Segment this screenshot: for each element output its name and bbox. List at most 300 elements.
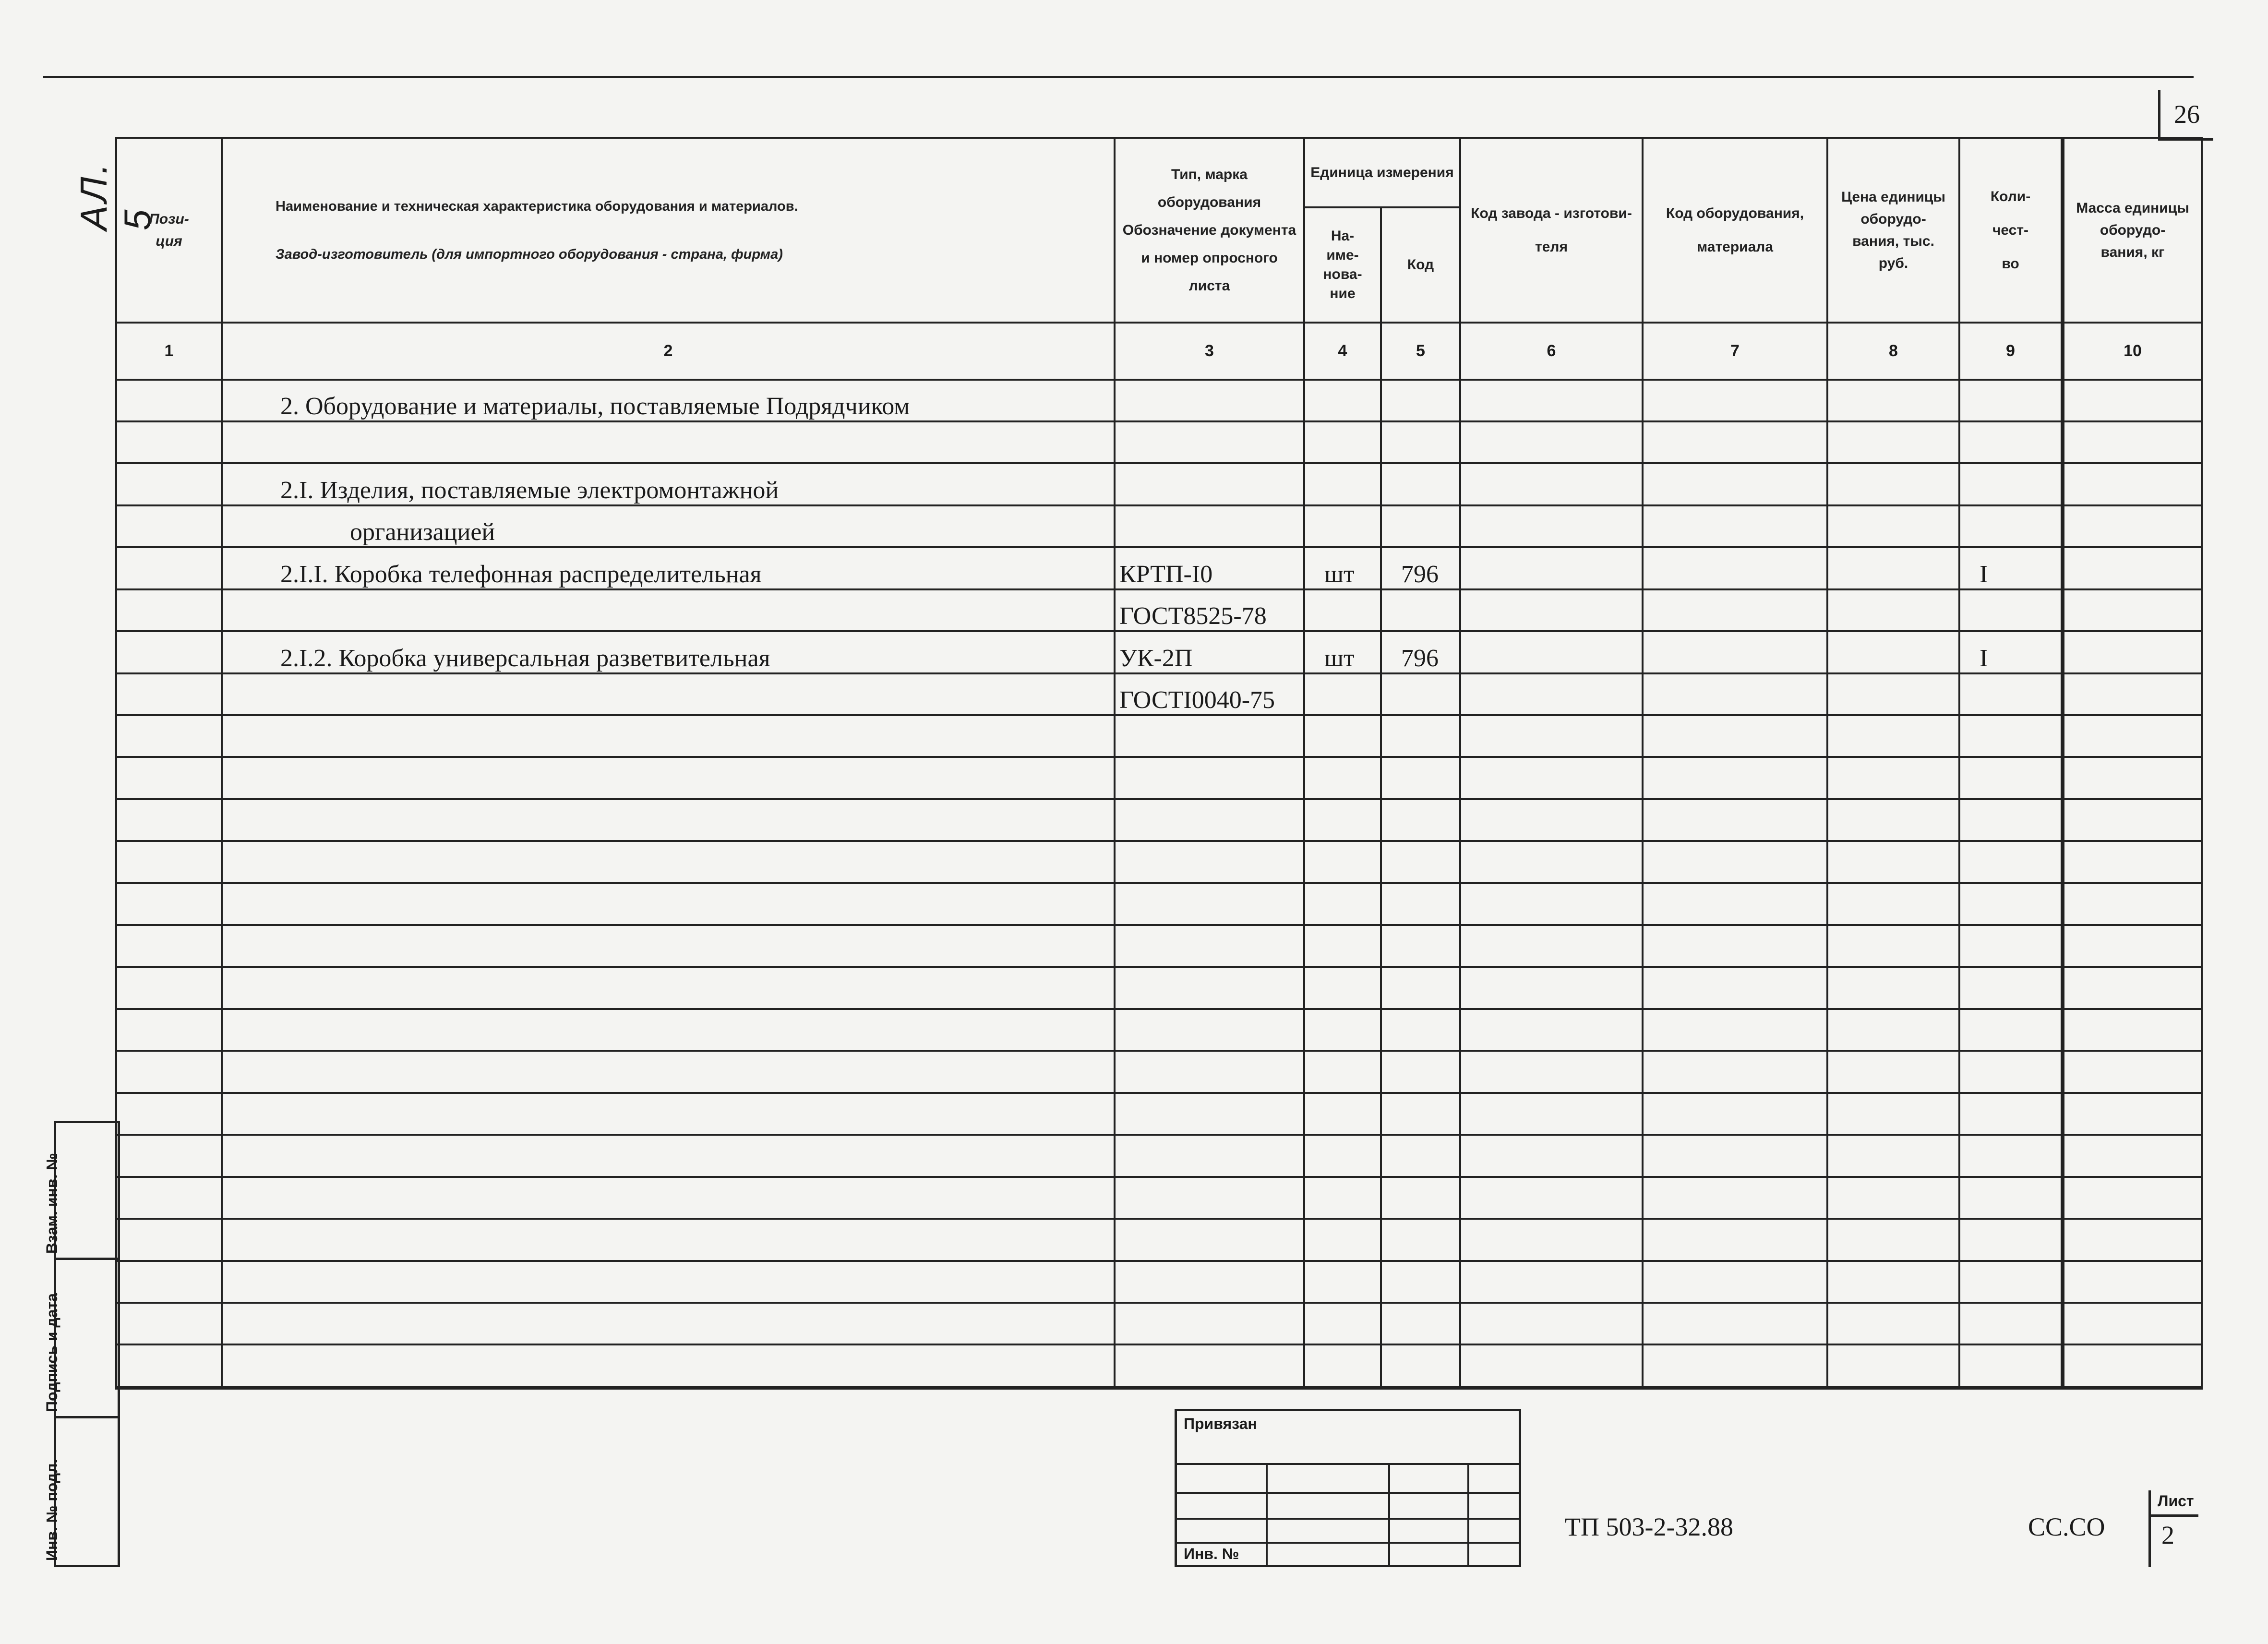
cell-equipment-code	[1643, 1219, 1827, 1260]
cell-factory-code	[1460, 1219, 1643, 1260]
cell-unit-code: 796	[1381, 631, 1460, 673]
cell-quantity	[1959, 883, 2063, 925]
specification-table	[115, 137, 2203, 1390]
cell-quantity	[1959, 1344, 2063, 1388]
cell-equipment-code	[1643, 589, 1827, 631]
colnum-10: 10	[2063, 323, 2202, 380]
cell-unit-name	[1304, 715, 1381, 757]
cell-equipment-code	[1643, 757, 1827, 799]
header-unit-name: На- име- нова- ние	[1304, 207, 1381, 323]
cell-type	[1115, 1261, 1304, 1303]
cell-quantity	[1959, 1303, 2063, 1344]
cell-factory-code	[1460, 1303, 1643, 1344]
cell-position	[116, 883, 222, 925]
cell-unit-code	[1381, 1261, 1460, 1303]
cell-price	[1827, 1135, 1959, 1176]
cell-price	[1827, 715, 1959, 757]
cell-price	[1827, 421, 1959, 463]
cell-factory-code	[1460, 1135, 1643, 1176]
cell-quantity	[1959, 1177, 2063, 1219]
cell-unit-code	[1381, 799, 1460, 841]
cell-mass	[2063, 883, 2202, 925]
cell-quantity	[1959, 589, 2063, 631]
cell-unit-name	[1304, 380, 1381, 421]
margin-stamps	[43, 1121, 120, 1567]
header-mass: Масса единицы оборудо- вания, кг	[2063, 138, 2202, 323]
cell-position	[116, 841, 222, 883]
cell-equipment-code	[1643, 1093, 1827, 1135]
table-row	[116, 463, 2202, 505]
cell-price	[1827, 967, 1959, 1009]
cell-quantity	[1959, 1261, 2063, 1303]
cell-name	[222, 799, 1115, 841]
colnum-3: 3	[1115, 323, 1304, 380]
cell-factory-code	[1460, 757, 1643, 799]
header-equipment-code: Код оборудования, материала	[1643, 138, 1827, 323]
cell-factory-code	[1460, 1009, 1643, 1051]
cell-price	[1827, 1261, 1959, 1303]
header-type: Тип, марка оборудования Обозначение документа и номер опросного листа	[1115, 138, 1304, 323]
cell-position	[116, 1303, 222, 1344]
stamp-original-inv	[43, 1416, 118, 1565]
cell-equipment-code	[1643, 715, 1827, 757]
colnum-4: 4	[1304, 323, 1381, 380]
cell-position	[116, 1093, 222, 1135]
cell-unit-code	[1381, 463, 1460, 505]
cell-type: УК-2П	[1115, 631, 1304, 673]
cell-price	[1827, 1219, 1959, 1260]
cell-position	[116, 505, 222, 547]
cell-type	[1115, 883, 1304, 925]
cell-price	[1827, 757, 1959, 799]
cell-unit-name	[1304, 799, 1381, 841]
cell-unit-name	[1304, 757, 1381, 799]
cell-unit-name	[1304, 1009, 1381, 1051]
cell-name	[222, 1261, 1115, 1303]
cell-type	[1115, 1177, 1304, 1219]
table-row	[116, 715, 2202, 757]
cell-name	[222, 883, 1115, 925]
cell-factory-code	[1460, 421, 1643, 463]
cell-type: КРТП-I0	[1115, 547, 1304, 589]
cell-mass	[2063, 589, 2202, 631]
cell-name: организацией	[222, 505, 1115, 547]
cell-unit-name	[1304, 505, 1381, 547]
cell-unit-code	[1381, 380, 1460, 421]
cell-mass	[2063, 841, 2202, 883]
cell-unit-code	[1381, 715, 1460, 757]
document-mark: СС.СО	[2028, 1512, 2105, 1541]
cell-mass	[2063, 421, 2202, 463]
cell-price	[1827, 673, 1959, 715]
cell-price	[1827, 1093, 1959, 1135]
cell-mass	[2063, 1303, 2202, 1344]
colnum-2: 2	[222, 323, 1115, 380]
cell-position	[116, 1261, 222, 1303]
approval-divider	[1467, 1463, 1469, 1565]
cell-position	[116, 757, 222, 799]
cell-type	[1115, 757, 1304, 799]
cell-unit-code	[1381, 841, 1460, 883]
cell-equipment-code	[1643, 1177, 1827, 1219]
cell-name	[222, 673, 1115, 715]
cell-factory-code	[1460, 715, 1643, 757]
project-code: ТП 503-2-32.88	[1565, 1512, 1733, 1541]
cell-quantity	[1959, 967, 2063, 1009]
cell-equipment-code	[1643, 463, 1827, 505]
cell-mass	[2063, 1093, 2202, 1135]
table-row	[116, 1051, 2202, 1092]
cell-type	[1115, 967, 1304, 1009]
cell-unit-code	[1381, 1009, 1460, 1051]
cell-factory-code	[1460, 1093, 1643, 1135]
cell-position	[116, 421, 222, 463]
cell-position	[116, 589, 222, 631]
cell-quantity: I	[1959, 547, 2063, 589]
cell-mass	[2063, 1344, 2202, 1388]
cell-equipment-code	[1643, 673, 1827, 715]
cell-factory-code	[1460, 967, 1643, 1009]
cell-type	[1115, 1051, 1304, 1092]
cell-equipment-code	[1643, 631, 1827, 673]
table-row	[116, 1009, 2202, 1051]
cell-equipment-code	[1643, 1344, 1827, 1388]
cell-mass	[2063, 631, 2202, 673]
cell-unit-code	[1381, 757, 1460, 799]
stamp-replaced-inv-label: Взам. инв. №	[43, 1153, 60, 1254]
cell-equipment-code	[1643, 841, 1827, 883]
cell-price	[1827, 631, 1959, 673]
header-unit-group: Единица измерения	[1304, 138, 1460, 207]
cell-unit-name	[1304, 925, 1381, 967]
table-row	[116, 1219, 2202, 1260]
table-row	[116, 1261, 2202, 1303]
cell-mass	[2063, 1177, 2202, 1219]
cell-unit-code	[1381, 1219, 1460, 1260]
cell-mass	[2063, 757, 2202, 799]
cell-name: 2. Оборудование и материалы, поставляемые Подрядчиком	[222, 380, 1115, 421]
header-name	[222, 138, 1115, 323]
top-rule	[43, 76, 2194, 78]
table-row	[116, 673, 2202, 715]
cell-unit-name	[1304, 1051, 1381, 1092]
colnum-7: 7	[1643, 323, 1827, 380]
cell-equipment-code	[1643, 1135, 1827, 1176]
cell-mass	[2063, 463, 2202, 505]
cell-price	[1827, 883, 1959, 925]
cell-factory-code	[1460, 925, 1643, 967]
cell-type	[1115, 1009, 1304, 1051]
table-row	[116, 883, 2202, 925]
cell-unit-code	[1381, 505, 1460, 547]
cell-price	[1827, 547, 1959, 589]
cell-price	[1827, 1051, 1959, 1092]
cell-type	[1115, 715, 1304, 757]
approval-inv-label: Инв. №	[1184, 1545, 1239, 1562]
table-row	[116, 631, 2202, 673]
cell-position	[116, 925, 222, 967]
cell-equipment-code	[1643, 421, 1827, 463]
cell-type	[1115, 1093, 1304, 1135]
cell-name: 2.I. Изделия, поставляемые электромонтажной	[222, 463, 1115, 505]
cell-position	[116, 673, 222, 715]
cell-unit-name	[1304, 1344, 1381, 1388]
table-row	[116, 799, 2202, 841]
table-row	[116, 841, 2202, 883]
header-unit-code: Код	[1381, 207, 1460, 323]
cell-type: ГОСТ8525-78	[1115, 589, 1304, 631]
cell-unit-code: 796	[1381, 547, 1460, 589]
cell-factory-code	[1460, 673, 1643, 715]
cell-mass	[2063, 715, 2202, 757]
cell-unit-code	[1381, 883, 1460, 925]
sheet-number: 26	[2158, 90, 2213, 141]
cell-type	[1115, 380, 1304, 421]
table-row	[116, 925, 2202, 967]
table-row	[116, 1303, 2202, 1344]
table-row	[116, 1344, 2202, 1388]
cell-unit-name	[1304, 1303, 1381, 1344]
cell-quantity	[1959, 925, 2063, 967]
cell-quantity	[1959, 1219, 2063, 1260]
cell-price	[1827, 1009, 1959, 1051]
colnum-9: 9	[1959, 323, 2063, 380]
cell-price	[1827, 380, 1959, 421]
table-row	[116, 1177, 2202, 1219]
cell-mass	[2063, 380, 2202, 421]
sheet-value: 2	[2161, 1521, 2174, 1549]
approval-divider	[1388, 1463, 1390, 1565]
sheet-box-divider	[2151, 1514, 2198, 1517]
cell-mass	[2063, 1009, 2202, 1051]
cell-quantity	[1959, 421, 2063, 463]
doc-code-vertical: АЛ. 5	[72, 160, 158, 230]
cell-equipment-code	[1643, 380, 1827, 421]
cell-unit-name	[1304, 1135, 1381, 1176]
cell-type	[1115, 421, 1304, 463]
cell-quantity	[1959, 841, 2063, 883]
cell-quantity	[1959, 1093, 2063, 1135]
cell-unit-name	[1304, 463, 1381, 505]
cell-name	[222, 1051, 1115, 1092]
cell-equipment-code	[1643, 967, 1827, 1009]
table-row	[116, 547, 2202, 589]
cell-price	[1827, 589, 1959, 631]
cell-quantity	[1959, 673, 2063, 715]
header-name-line1: Наименование и техническая характеристика оборудования и материалов.	[276, 198, 798, 214]
table-body	[116, 380, 2202, 1388]
cell-equipment-code	[1643, 505, 1827, 547]
cell-price	[1827, 925, 1959, 967]
cell-factory-code	[1460, 631, 1643, 673]
cell-quantity	[1959, 799, 2063, 841]
cell-unit-name	[1304, 673, 1381, 715]
cell-mass	[2063, 673, 2202, 715]
cell-unit-name	[1304, 1261, 1381, 1303]
cell-quantity	[1959, 1135, 2063, 1176]
colnum-6: 6	[1460, 323, 1643, 380]
cell-name	[222, 925, 1115, 967]
cell-name	[222, 1135, 1115, 1176]
cell-mass	[2063, 799, 2202, 841]
cell-position	[116, 1009, 222, 1051]
cell-mass	[2063, 547, 2202, 589]
cell-mass	[2063, 1261, 2202, 1303]
cell-equipment-code	[1643, 1009, 1827, 1051]
cell-name	[222, 967, 1115, 1009]
stamp-original-inv-label: Инв. № подл.	[43, 1459, 60, 1561]
header-factory-code: Код завода - изготови- теля	[1460, 138, 1643, 323]
sheet-box	[2148, 1490, 2198, 1567]
cell-factory-code	[1460, 1344, 1643, 1388]
cell-equipment-code	[1643, 1051, 1827, 1092]
cell-mass	[2063, 925, 2202, 967]
cell-name	[222, 1009, 1115, 1051]
cell-type: ГОСТI0040-75	[1115, 673, 1304, 715]
cell-unit-name: шт	[1304, 547, 1381, 589]
cell-unit-code	[1381, 967, 1460, 1009]
cell-position	[116, 1219, 222, 1260]
cell-name	[222, 421, 1115, 463]
cell-unit-name	[1304, 1093, 1381, 1135]
cell-name: 2.I.I. Коробка телефонная распределительная	[222, 547, 1115, 589]
cell-type	[1115, 1219, 1304, 1260]
cell-price	[1827, 799, 1959, 841]
table-row	[116, 380, 2202, 421]
cell-position	[116, 799, 222, 841]
cell-quantity	[1959, 1009, 2063, 1051]
approval-block	[1175, 1409, 1521, 1567]
cell-mass	[2063, 1219, 2202, 1260]
cell-price	[1827, 841, 1959, 883]
cell-position	[116, 715, 222, 757]
cell-factory-code	[1460, 1261, 1643, 1303]
cell-quantity	[1959, 757, 2063, 799]
cell-unit-code	[1381, 1135, 1460, 1176]
stamp-sign-date-label: Подпись и дата	[43, 1293, 60, 1412]
cell-equipment-code	[1643, 547, 1827, 589]
cell-unit-code	[1381, 1177, 1460, 1219]
cell-quantity	[1959, 1051, 2063, 1092]
cell-name	[222, 715, 1115, 757]
cell-factory-code	[1460, 547, 1643, 589]
stamp-sign-date	[43, 1258, 118, 1418]
header-price: Цена единицы оборудо- вания, тыс. руб.	[1827, 138, 1959, 323]
cell-type	[1115, 799, 1304, 841]
cell-type	[1115, 841, 1304, 883]
cell-equipment-code	[1643, 925, 1827, 967]
cell-unit-name	[1304, 589, 1381, 631]
cell-position	[116, 1135, 222, 1176]
cell-mass	[2063, 1051, 2202, 1092]
cell-factory-code	[1460, 883, 1643, 925]
cell-type	[1115, 463, 1304, 505]
sheet-label: Лист	[2158, 1492, 2194, 1510]
cell-factory-code	[1460, 380, 1643, 421]
table-row	[116, 1135, 2202, 1176]
stamp-replaced-inv	[43, 1123, 118, 1260]
colnum-1: 1	[116, 323, 222, 380]
cell-unit-name	[1304, 421, 1381, 463]
cell-type	[1115, 1135, 1304, 1176]
cell-factory-code	[1460, 841, 1643, 883]
cell-unit-name	[1304, 883, 1381, 925]
cell-factory-code	[1460, 505, 1643, 547]
header-name-line2: Завод-изготовитель (для импортного оборудования - страна, фирма)	[276, 246, 783, 262]
table-row	[116, 505, 2202, 547]
cell-unit-code	[1381, 925, 1460, 967]
cell-unit-code	[1381, 1051, 1460, 1092]
cell-price	[1827, 1177, 1959, 1219]
cell-equipment-code	[1643, 1303, 1827, 1344]
cell-type	[1115, 505, 1304, 547]
cell-factory-code	[1460, 589, 1643, 631]
cell-factory-code	[1460, 799, 1643, 841]
cell-unit-name: шт	[1304, 631, 1381, 673]
cell-mass	[2063, 1135, 2202, 1176]
colnum-5: 5	[1381, 323, 1460, 380]
cell-price	[1827, 1303, 1959, 1344]
cell-name: 2.I.2. Коробка универсальная разветвительная	[222, 631, 1115, 673]
cell-type	[1115, 1303, 1304, 1344]
approval-divider	[1266, 1463, 1268, 1565]
cell-position	[116, 631, 222, 673]
cell-unit-code	[1381, 589, 1460, 631]
cell-price	[1827, 1344, 1959, 1388]
cell-position	[116, 967, 222, 1009]
cell-name	[222, 1177, 1115, 1219]
cell-factory-code	[1460, 1177, 1643, 1219]
cell-quantity	[1959, 463, 2063, 505]
cell-mass	[2063, 505, 2202, 547]
cell-price	[1827, 505, 1959, 547]
cell-type	[1115, 925, 1304, 967]
cell-position	[116, 463, 222, 505]
cell-quantity	[1959, 380, 2063, 421]
approval-label: Привязан	[1184, 1415, 1257, 1432]
cell-equipment-code	[1643, 883, 1827, 925]
cell-position	[116, 1051, 222, 1092]
header-position: Пози- ция	[116, 138, 222, 323]
cell-mass	[2063, 967, 2202, 1009]
cell-unit-name	[1304, 1177, 1381, 1219]
table-row	[116, 1093, 2202, 1135]
cell-unit-code	[1381, 1093, 1460, 1135]
cell-unit-code	[1381, 673, 1460, 715]
table-row	[116, 757, 2202, 799]
cell-quantity	[1959, 505, 2063, 547]
cell-type	[1115, 1344, 1304, 1388]
cell-name	[222, 1093, 1115, 1135]
cell-position	[116, 547, 222, 589]
cell-factory-code	[1460, 463, 1643, 505]
cell-name	[222, 589, 1115, 631]
colnum-8: 8	[1827, 323, 1959, 380]
cell-name	[222, 841, 1115, 883]
cell-price	[1827, 463, 1959, 505]
cell-position	[116, 1344, 222, 1388]
cell-unit-name	[1304, 841, 1381, 883]
cell-position	[116, 380, 222, 421]
cell-equipment-code	[1643, 799, 1827, 841]
cell-unit-code	[1381, 1344, 1460, 1388]
cell-name	[222, 1219, 1115, 1260]
cell-unit-name	[1304, 1219, 1381, 1260]
cell-unit-code	[1381, 421, 1460, 463]
table-row	[116, 967, 2202, 1009]
cell-factory-code	[1460, 1051, 1643, 1092]
cell-quantity	[1959, 715, 2063, 757]
